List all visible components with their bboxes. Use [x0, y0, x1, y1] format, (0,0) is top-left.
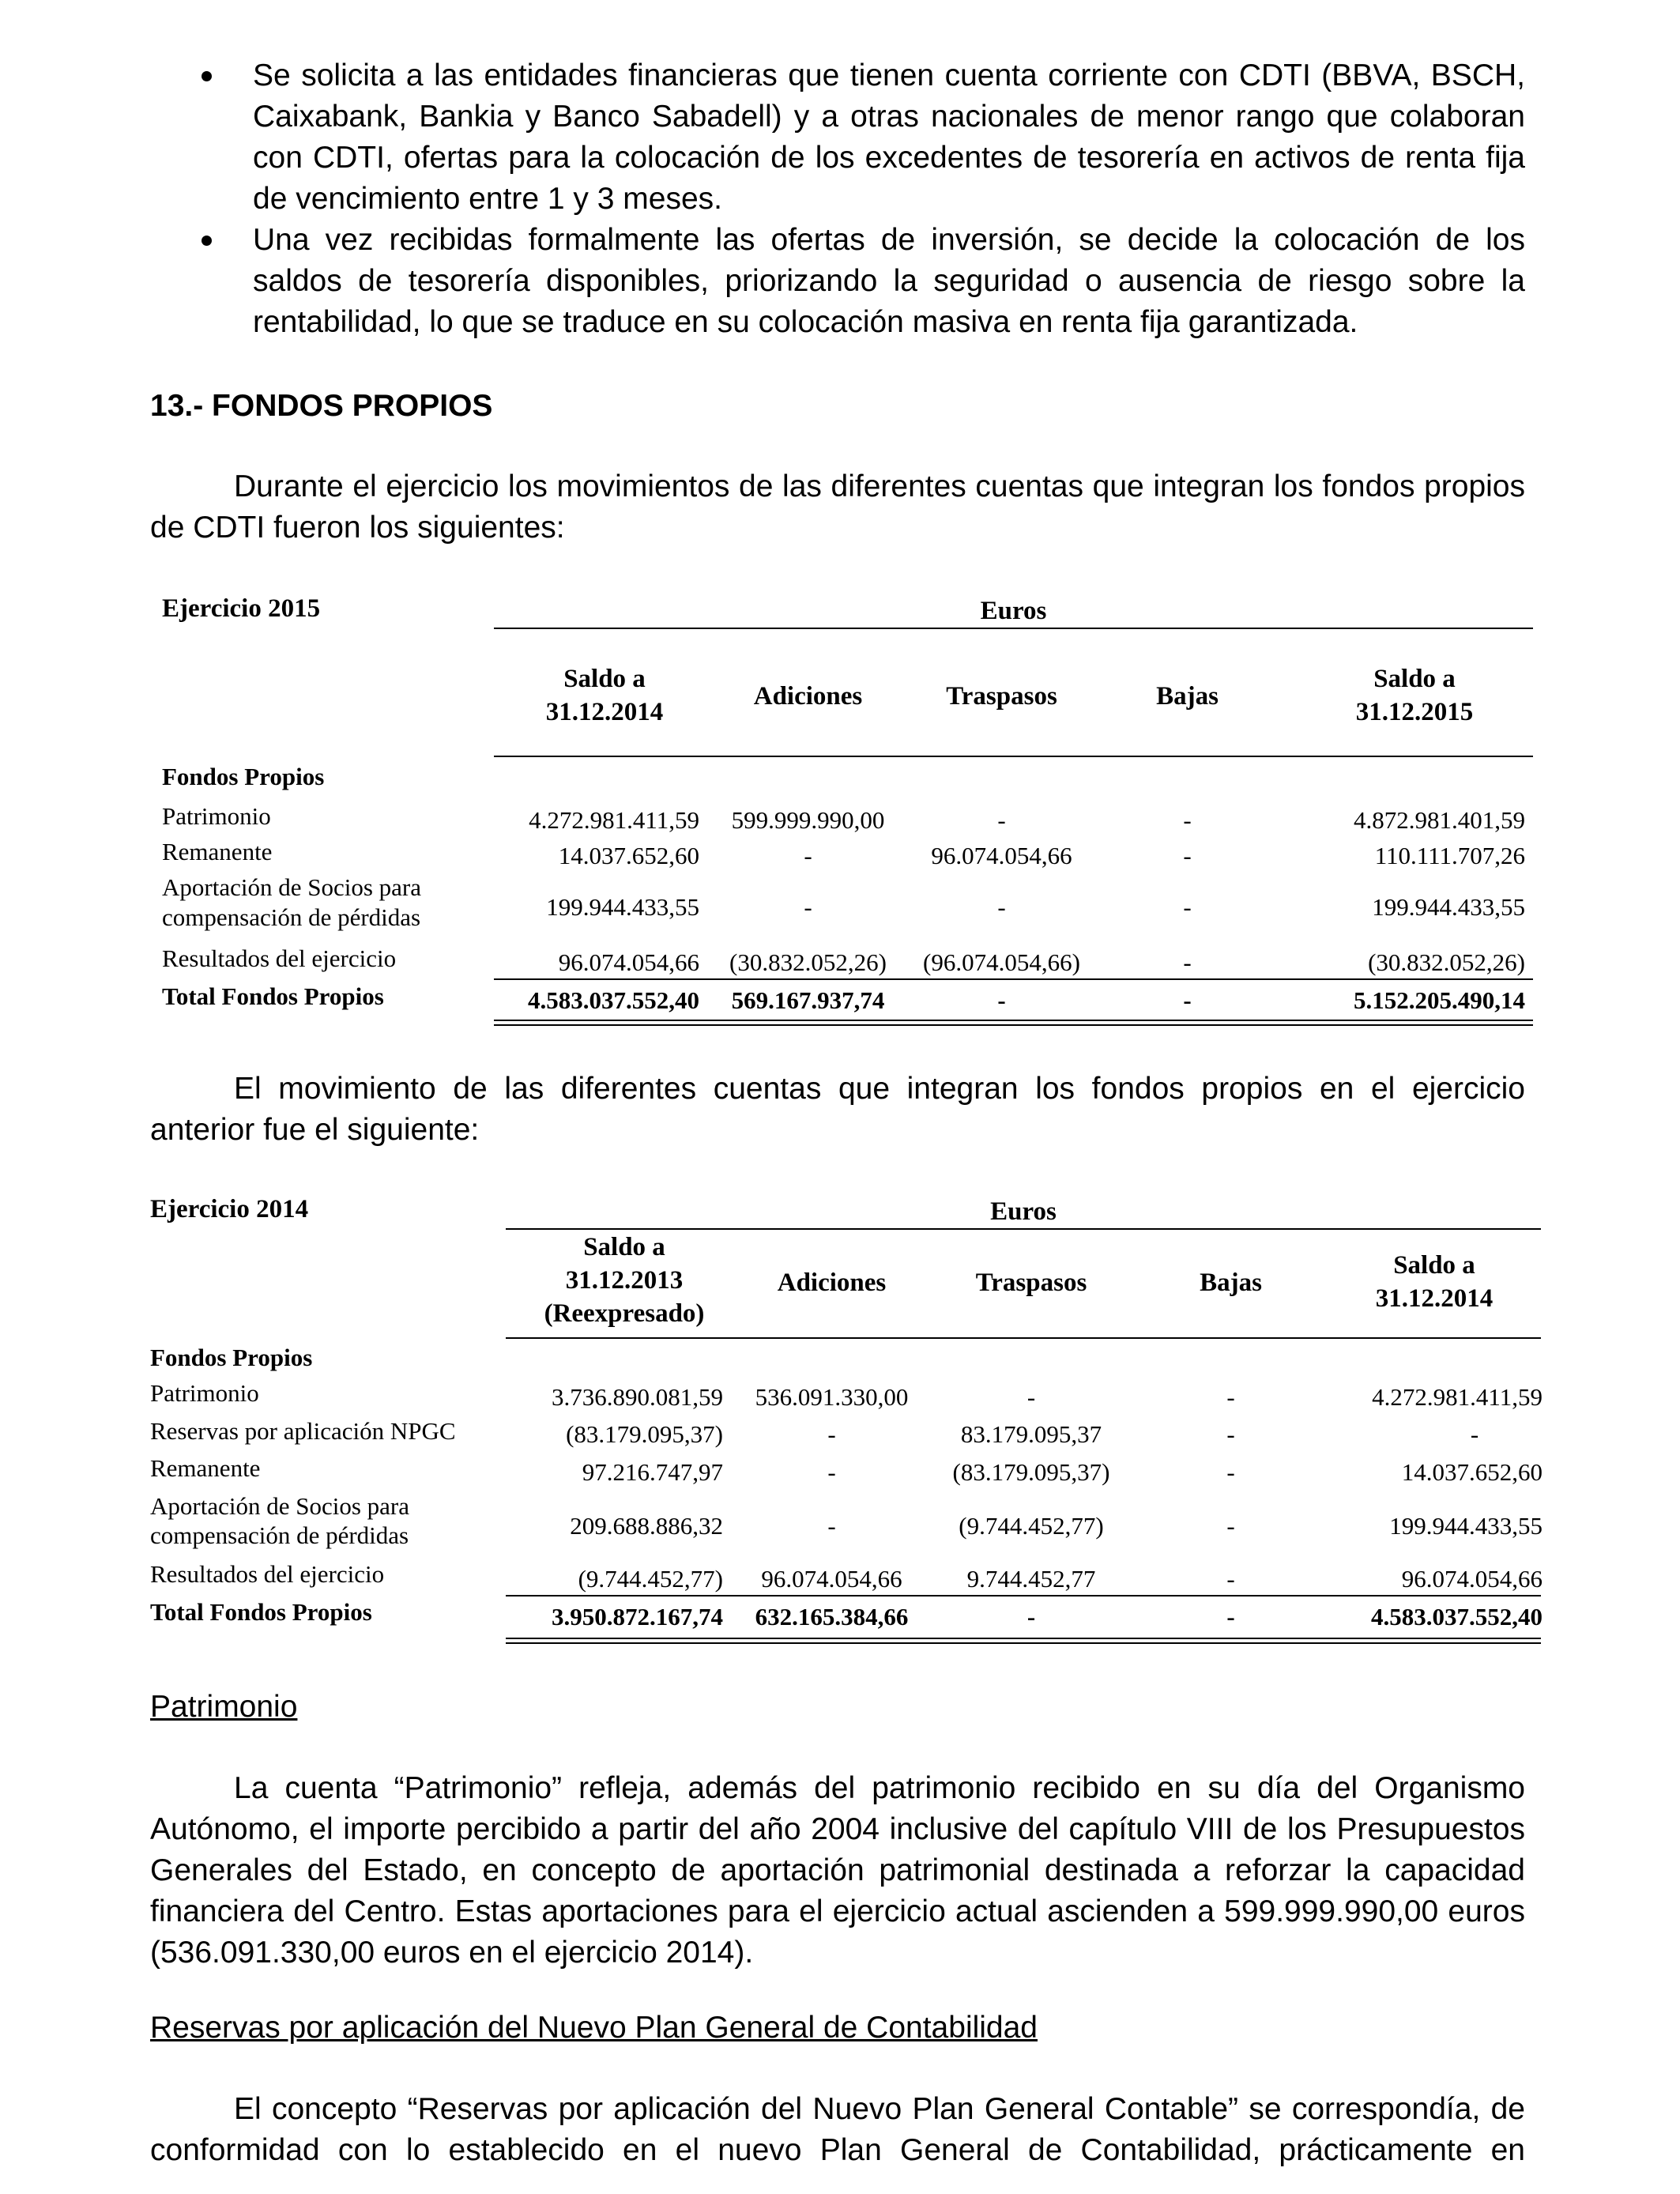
cell-saldo-fin: 199.944.433,55 — [1389, 1512, 1543, 1540]
cell-saldo-fin: 96.074.054,66 — [1401, 1565, 1543, 1593]
col-header-line: 31.12.2015 — [1355, 698, 1474, 726]
cell-saldo-ini: 4.272.981.411,59 — [529, 806, 699, 834]
col-adiciones: Adiciones — [777, 1269, 887, 1297]
total-saldo-ini: 3.950.872.167,74 — [552, 1603, 723, 1630]
bullet-dot — [202, 71, 212, 81]
col-header-line: Saldo a — [1373, 665, 1456, 693]
row-label: Aportación de Socios para — [150, 1492, 409, 1520]
cell-bajas: - — [1226, 1420, 1235, 1448]
total-adiciones: 569.167.937,74 — [731, 986, 885, 1014]
group-label: Fondos Propios — [150, 1344, 313, 1371]
total-bajas: - — [1226, 1603, 1235, 1630]
cell-saldo-ini: 209.688.886,32 — [570, 1512, 723, 1540]
total-traspasos: - — [1026, 1603, 1036, 1630]
cell-saldo-fin: (30.832.052,26) — [1368, 948, 1525, 976]
cell-traspasos: 96.074.054,66 — [931, 842, 1072, 869]
row-label: Resultados del ejercicio — [150, 1560, 385, 1588]
col-bajas: Bajas — [1200, 1269, 1262, 1297]
col-traspasos: Traspasos — [946, 682, 1057, 711]
col-header-line: Saldo a — [563, 665, 646, 693]
col-header-line: (Reexpresado) — [544, 1299, 705, 1328]
cell-saldo-fin: - — [1470, 1420, 1479, 1448]
cell-saldo-fin: 199.944.433,55 — [1372, 893, 1525, 921]
cell-adiciones: - — [827, 1458, 836, 1486]
section-heading: 13.- FONDOS PROPIOS — [150, 389, 493, 423]
cell-saldo-ini: 3.736.890.081,59 — [552, 1383, 723, 1411]
cell-adiciones: 536.091.330,00 — [755, 1383, 909, 1411]
col-adiciones: Adiciones — [753, 682, 863, 711]
total-adiciones: 632.165.384,66 — [755, 1603, 909, 1630]
cell-traspasos: - — [997, 806, 1006, 834]
cell-bajas: - — [1226, 1565, 1235, 1593]
cell-bajas: - — [1183, 842, 1192, 869]
cell-traspasos: 9.744.452,77 — [966, 1565, 1096, 1593]
cell-adiciones: - — [827, 1420, 836, 1448]
cell-adiciones: - — [804, 842, 812, 869]
cell-adiciones: (30.832.052,26) — [729, 948, 887, 976]
cell-adiciones: 96.074.054,66 — [761, 1565, 902, 1593]
row-label: Patrimonio — [162, 802, 271, 830]
col-header-line: Saldo a — [583, 1233, 665, 1261]
row-label: Remanente — [150, 1454, 261, 1482]
table-title: Ejercicio 2015 — [162, 594, 321, 623]
row-label: Resultados del ejercicio — [162, 944, 397, 972]
reservas-heading: Reservas por aplicación del Nuevo Plan General de Contabilidad — [150, 2011, 1038, 2045]
header-rule — [494, 628, 1533, 629]
cell-adiciones: 599.999.990,00 — [731, 806, 885, 834]
table-title: Ejercicio 2014 — [150, 1195, 309, 1223]
col-traspasos: Traspasos — [975, 1269, 1087, 1297]
cell-traspasos: (9.744.452,77) — [959, 1512, 1104, 1540]
cell-traspasos: (83.179.095,37) — [952, 1458, 1110, 1486]
col-header-line: 31.12.2014 — [1375, 1284, 1494, 1313]
bullet-item — [150, 55, 1525, 220]
row-label-line2: compensación de pérdidas — [150, 1521, 409, 1549]
col-bajas: Bajas — [1156, 682, 1219, 711]
cell-saldo-fin: 4.872.981.401,59 — [1354, 806, 1525, 834]
cell-traspasos: (96.074.054,66) — [923, 948, 1080, 976]
header-rule — [506, 1337, 1541, 1339]
total-saldo-fin: 5.152.205.490,14 — [1354, 986, 1525, 1014]
double-rule — [494, 1020, 1533, 1026]
col-saldo-inicial — [494, 662, 715, 729]
currency-header: Euros — [990, 1197, 1057, 1226]
bullet-text: Se solicita a las entidades financieras que tienen cuenta corriente con CDTI (BBVA, BSCH, Caixabank, Bankia y Banco Sabadell) y a otras nacionales de menor rango que colaboran con CDTI, ofertas para la colocación de los excedentes de tesorería en activos de renta fija de vencimiento entre 1 y 3 meses. — [253, 58, 1525, 216]
total-bajas: - — [1183, 986, 1192, 1014]
cell-saldo-ini: 97.216.747,97 — [582, 1458, 723, 1486]
cell-saldo-fin: 14.037.652,60 — [1401, 1458, 1543, 1486]
cell-traspasos: - — [997, 893, 1006, 921]
row-label-line2: compensación de pérdidas — [162, 903, 421, 931]
double-rule — [506, 1638, 1541, 1644]
intro-2014-paragraph: El movimiento de las diferentes cuentas que integran los fondos propios en el ejercicio anterior fue el siguiente: — [150, 1072, 1525, 1147]
total-label: Total Fondos Propios — [162, 982, 384, 1010]
total-saldo-ini: 4.583.037.552,40 — [528, 986, 699, 1014]
col-saldo-inicial — [506, 1231, 743, 1330]
cell-bajas: - — [1183, 893, 1192, 921]
total-traspasos: - — [997, 986, 1006, 1014]
cell-traspasos: 83.179.095,37 — [960, 1420, 1102, 1448]
cell-saldo-fin: 110.111.707,26 — [1374, 842, 1525, 869]
cell-saldo-ini: 14.037.652,60 — [558, 842, 699, 869]
cell-saldo-ini: (83.179.095,37) — [566, 1420, 723, 1448]
row-label: Remanente — [162, 838, 273, 865]
row-label: Patrimonio — [150, 1379, 259, 1407]
header-rule — [506, 1228, 1541, 1230]
cell-bajas: - — [1183, 806, 1192, 834]
cell-saldo-ini: 199.944.433,55 — [546, 893, 699, 921]
patrimonio-paragraph: La cuenta “Patrimonio” refleja, además del patrimonio recibido en su día del Organismo Autónomo, el importe percibido a partir del año 2004 inclusive del capítulo VIII de los Presupuestos Generales del Estado, en concepto de aportación patrimonial destinada a reforzar la capacidad financiera del Centro. Estas aportaciones para el ejercicio actual ascienden a 599.999.990,00 euros (536.091.330,00 euros en el ejercicio 2014). — [150, 1771, 1525, 1970]
total-label: Total Fondos Propios — [150, 1598, 372, 1626]
cell-bajas: - — [1226, 1512, 1235, 1540]
currency-header: Euros — [980, 597, 1047, 625]
cell-saldo-fin: 4.272.981.411,59 — [1372, 1383, 1543, 1411]
cell-saldo-ini: (9.744.452,77) — [578, 1565, 723, 1593]
col-header-line: Saldo a — [1393, 1251, 1475, 1280]
intro-2015-paragraph: Durante el ejercicio los movimientos de las diferentes cuentas que integran los fondos propios de CDTI fueron los siguientes: — [150, 469, 1525, 545]
cell-bajas: - — [1226, 1383, 1235, 1411]
col-header-line: 31.12.2014 — [545, 698, 664, 726]
patrimonio-heading: Patrimonio — [150, 1690, 298, 1724]
cell-bajas: - — [1226, 1458, 1235, 1486]
reservas-paragraph: El concepto “Reservas por aplicación del Nuevo Plan General Contable” se correspondía, de conformidad con lo establecido en el nuevo Plan General de Contabilidad, prácticamente en — [150, 2092, 1525, 2167]
cell-adiciones: - — [827, 1512, 836, 1540]
bullet-dot — [202, 236, 212, 246]
total-rule — [506, 1595, 1541, 1596]
row-label: Reservas por aplicación NPGC — [150, 1417, 456, 1445]
cell-saldo-ini: 96.074.054,66 — [558, 948, 699, 976]
cell-bajas: - — [1183, 948, 1192, 976]
row-label: Aportación de Socios para — [162, 873, 421, 901]
cell-adiciones: - — [804, 893, 812, 921]
col-saldo-final — [1296, 662, 1533, 729]
header-rule — [494, 756, 1533, 757]
group-label: Fondos Propios — [162, 763, 325, 790]
total-rule — [494, 978, 1533, 980]
col-saldo-final — [1328, 1249, 1541, 1315]
bullet-text: Una vez recibidas formalmente las ofertas de inversión, se decide la colocación de los saldos de tesorería disponibles, priorizando la seguridad o ausencia de riesgo sobre la rentabilidad, lo que se traduce en su colocación masiva en renta fija garantizada. — [253, 223, 1525, 339]
bullet-item — [150, 220, 1525, 343]
cell-traspasos: - — [1026, 1383, 1036, 1411]
total-saldo-fin: 4.583.037.552,40 — [1371, 1603, 1543, 1630]
col-header-line: 31.12.2013 — [565, 1266, 684, 1295]
